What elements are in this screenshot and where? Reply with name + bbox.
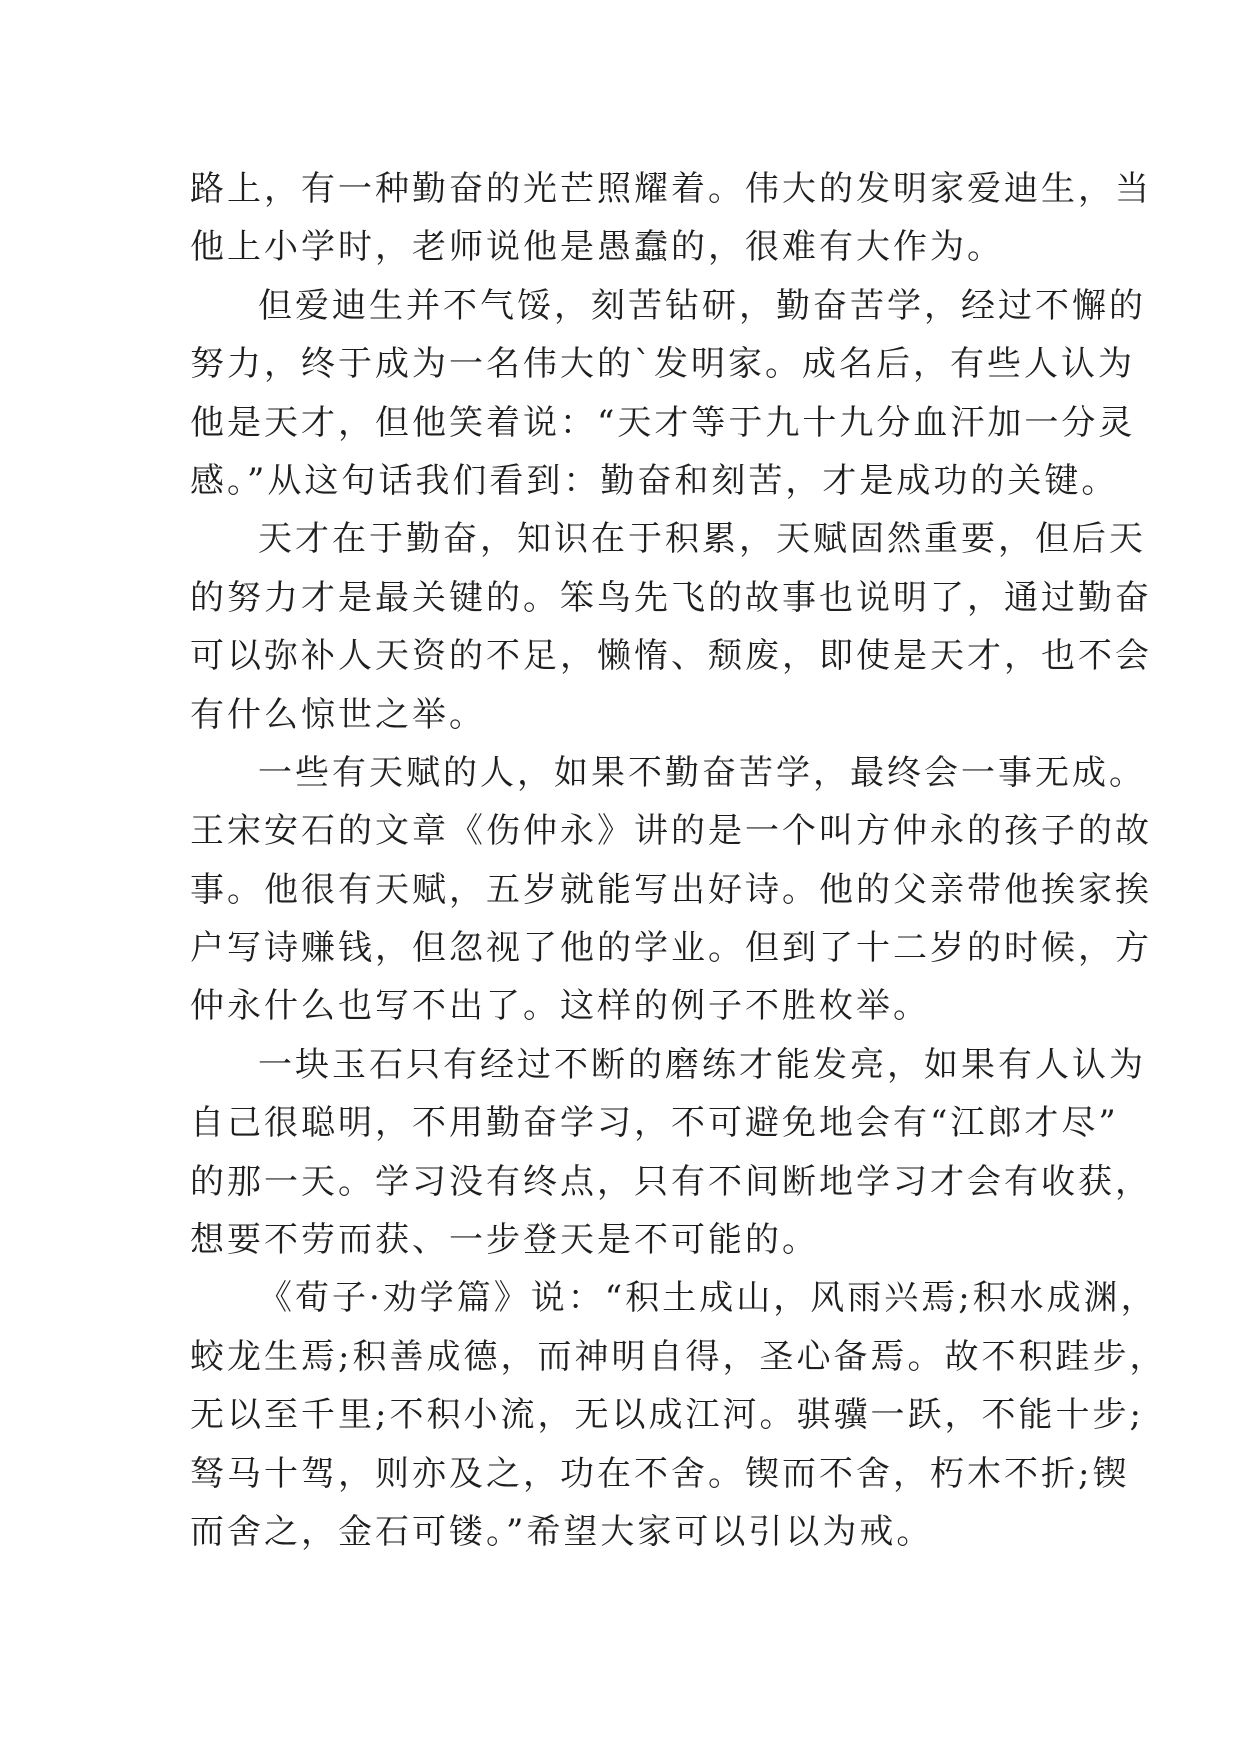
text-line: 天才在于勤奋，知识在于积累，天赋固然重要，但后天	[258, 519, 1146, 560]
text-line: 的那一天。学习没有终点，只有不间断地学习才会有收获，	[190, 1161, 1152, 1202]
text-line: 他上小学时，老师说他是愚蠢的，很难有大作为。	[190, 227, 1004, 268]
document-body	[190, 160, 1167, 1561]
text-line: 仲永什么也写不出了。这样的例子不胜枚举。	[190, 986, 930, 1027]
text-line: 《荀子·劝学篇》说：“积土成山，风雨兴焉;积水成渊，	[258, 1278, 1158, 1319]
text-line: 王宋安石的文章《伤仲永》讲的是一个叫方仲永的孩子的故	[190, 811, 1152, 852]
text-line: 一些有天赋的人，如果不勤奋苦学，最终会一事无成。	[258, 752, 1146, 793]
text-line: 的努力才是最关键的。笨鸟先飞的故事也说明了，通过勤奋	[190, 577, 1152, 618]
text-line: 他是天才，但他笑着说：“天才等于九十九分血汗加一分灵	[190, 402, 1136, 443]
text-line: 驽马十驾，则亦及之，功在不舍。锲而不舍，朽木不折;锲	[190, 1453, 1130, 1494]
text-line: 有什么惊世之举。	[190, 694, 486, 735]
text-line: 无以至千里;不积小流，无以成江河。骐骥一跃，不能十步;	[190, 1395, 1144, 1436]
text-line: 但爱迪生并不气馁，刻苦钻研，勤奋苦学，经过不懈的	[258, 285, 1146, 326]
text-line: 努力，终于成为一名伟大的`发明家。成名后，有些人认为	[190, 344, 1135, 385]
text-line: 路上，有一种勤奋的光芒照耀着。伟大的发明家爱迪生，当	[190, 169, 1152, 209]
text-line: 而舍之，金石可镂。”希望大家可以引以为戒。	[190, 1511, 934, 1552]
text-line: 感。”从这句话我们看到：勤奋和刻苦，才是成功的关键。	[190, 460, 1119, 501]
text-line: 自己很聪明，不用勤奋学习，不可避免地会有“江郎才尽”	[190, 1103, 1119, 1144]
text-line: 可以弥补人天资的不足，懒惰、颓废，即使是天才，也不会	[190, 636, 1152, 677]
text-line: 户写诗赚钱，但忽视了他的学业。但到了十二岁的时候，方	[190, 928, 1152, 969]
text-line: 想要不劳而获、一步登天是不可能的。	[190, 1220, 819, 1261]
text-line: 蛟龙生焉;积善成德，而神明自得，圣心备焉。故不积跬步，	[190, 1336, 1167, 1377]
text-line: 事。他很有天赋，五岁就能写出好诗。他的父亲带他挨家挨	[190, 869, 1152, 910]
text-line: 一块玉石只有经过不断的磨练才能发亮，如果有人认为	[258, 1044, 1146, 1085]
